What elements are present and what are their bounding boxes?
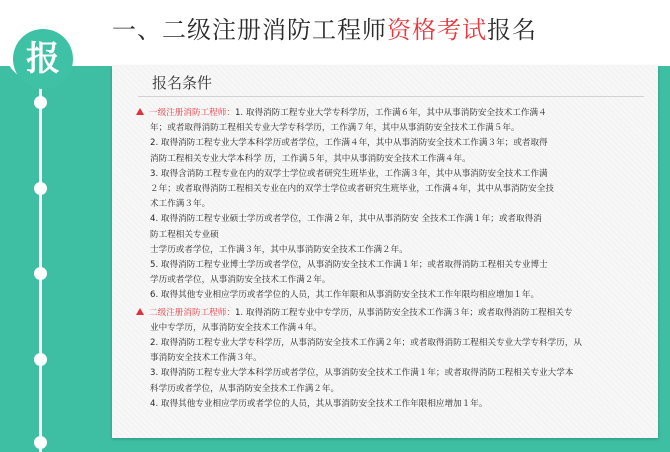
timeline-dot <box>34 436 47 449</box>
page-title <box>112 10 537 45</box>
condition-text: 2. 取得消防工程专业大学本科学历或者学位，工作满４年，其中从事消防安全技术工作满３年；或者取得 <box>150 138 548 149</box>
triangle-bullet-icon <box>136 108 144 115</box>
condition-text: 学历或者学位，从事消防安全技术工作满２年。 <box>150 275 331 286</box>
condition-text: 5. 取得消防工程专业博士学历或者学位，从事消防安全技术工作满１年；或者取得消防工程相关专业博士 <box>150 260 548 271</box>
level2-label: 二级注册消防工程师： <box>149 307 235 318</box>
badge-char: 报 <box>13 29 73 89</box>
level2-first-line <box>150 306 650 321</box>
conditions-content <box>150 106 650 412</box>
timeline-dot <box>34 267 47 280</box>
condition-text: 术工作满３年。 <box>150 199 211 210</box>
card-title: 报名条件 <box>152 74 213 92</box>
timeline-dot <box>34 353 47 366</box>
condition-text: 2. 取得消防工程专业大学专科学历，从事消防安全技术工作满２年；或者取得消防工程相关专业大学专科学历，从 <box>150 338 583 349</box>
condition-text: 防工程相关专业硕 <box>150 229 219 240</box>
timeline-dot <box>34 96 47 109</box>
level1-first-line <box>150 106 650 121</box>
card-divider <box>138 96 644 97</box>
title-highlight: 资格考试 <box>387 16 487 44</box>
condition-text: 事消防安全技术工作满３年。 <box>150 353 262 364</box>
condition-text: 士学历或者学位，工作满３年，其中从事消防安全技术工作满２年。 <box>150 244 408 255</box>
section-badge <box>4 12 74 82</box>
level1-label: 一级注册消防工程师： <box>149 108 235 118</box>
condition-text: ２年；或者取得消防工程相关专业在内的双学士学位或者研究生班毕业，工作满４年，其中从事消防安全技 <box>150 184 554 195</box>
condition-text: 3. 取得消防工程专业大学本科学历或者学位，从事消防安全技术工作满１年；或者取得消防工程相关专业大学本 <box>150 368 574 379</box>
condition-text: 年；或者取得消防工程相关专业大学专科学历，工作满７年，其中从事消防安全技术工作满５年。 <box>150 123 520 134</box>
condition-text: 4. 取得消防工程专业硕士学历或者学位，工作满２年，其中从事消防安 全技术工作满１年；或者取得消 <box>150 214 542 225</box>
condition-text: 1. 取得消防工程专业大学专科学历，工作满６年，其中从事消防安全技术工作满４ <box>234 108 547 118</box>
condition-text: 1. 取得消防工程专业中专学历，从事消防安全技术工作满３年；或者取得消防工程相关专 <box>234 307 573 318</box>
title-prefix: 一、二级注册消防工程师 <box>112 16 387 44</box>
timeline-dot <box>34 182 47 195</box>
condition-text: 4. 取得其他专业相应学历或者学位的人员，其从事消防安全技术工作年限相应增加１年。 <box>150 398 488 409</box>
condition-text: 科学历或者学位，从事消防安全技术工作满２年。 <box>150 383 340 394</box>
condition-text: 3. 取得含消防工程专业在内的双学士学位或者研究生班毕业，工作满３年，其中从事消防安全技术工作满 <box>150 168 548 179</box>
condition-text: 消防工程相关专业大学本科学 历，工作满５年，其中从事消防安全技术工作满４年。 <box>150 153 471 164</box>
triangle-bullet-icon <box>136 308 144 315</box>
conditions-card <box>112 66 658 438</box>
title-suffix: 报名 <box>487 16 537 44</box>
condition-text: 业中专学历，从事消防安全技术工作满４年。 <box>150 322 322 333</box>
condition-text: 6. 取得其他专业相应学历或者学位的人员，其工作年限和从事消防安全技术工作年限均相应增加１年。 <box>150 290 540 301</box>
